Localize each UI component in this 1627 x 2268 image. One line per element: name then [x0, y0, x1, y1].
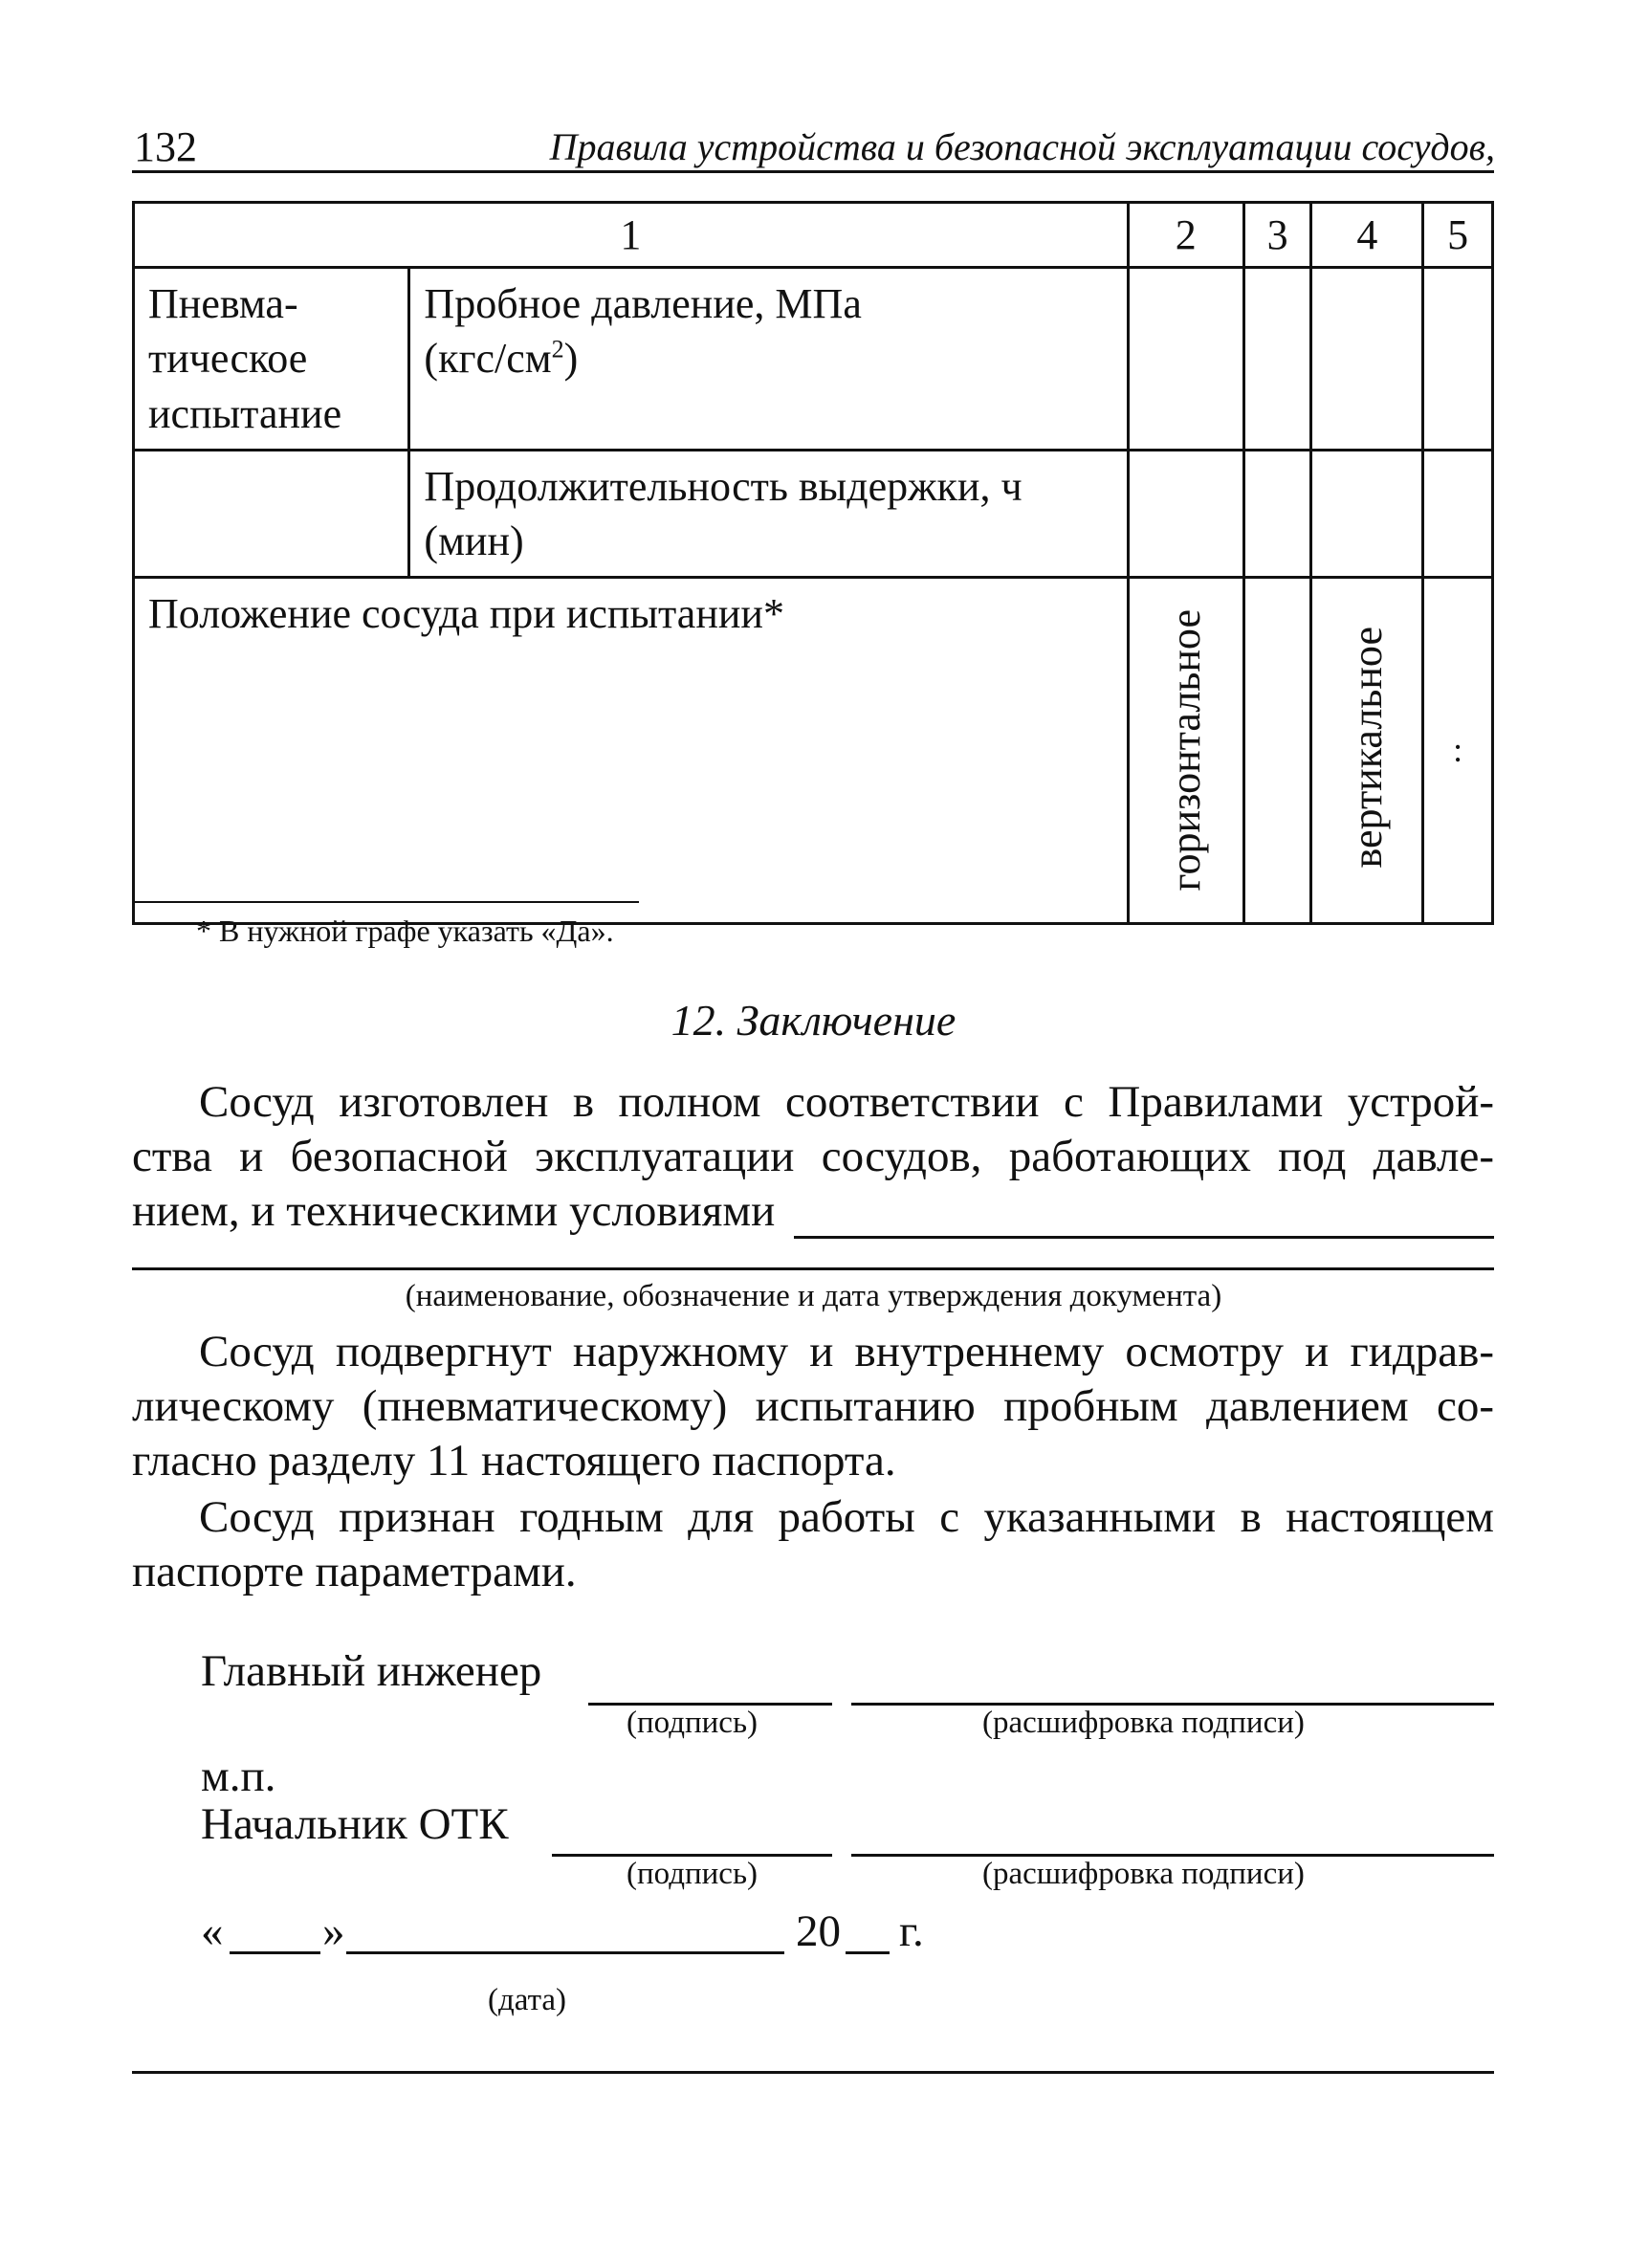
col-header-3: 3 — [1243, 203, 1311, 268]
hold-duration-label: Продолжительность выдержки, ч — [424, 462, 1022, 510]
p2-line3: гласно разделу 11 настоящего паспорта. — [132, 1436, 896, 1486]
table-header-row — [134, 203, 1493, 268]
pneumatic-label-line2: тическое — [148, 335, 308, 383]
signature-caption: (подпись) — [627, 1857, 758, 1891]
col-header-5: 5 — [1423, 203, 1493, 268]
p1-line1: Сосуд изготовлен в полном соответствии с Правилами устрой- — [199, 1077, 1494, 1127]
spec-fill-line[interactable] — [794, 1198, 1494, 1239]
date-month-line[interactable] — [346, 1951, 784, 1954]
conclusion-paragraph-3 — [132, 1490, 1494, 1599]
p1-line2: ства и безопасной эксплуатации сосудов, работающих под давле- — [132, 1132, 1494, 1181]
col-header-2: 2 — [1128, 203, 1243, 268]
date-close-quote: » — [322, 1906, 345, 1956]
page-number: 132 — [134, 123, 197, 170]
vessel-position-cell — [134, 578, 1129, 924]
stamp-label: м.п. — [201, 1751, 276, 1801]
vertical-cell — [1311, 578, 1423, 924]
section-title: 12. Заключение — [671, 996, 956, 1045]
year-suffix: г. — [899, 1906, 924, 1956]
decode-caption: (расшифровка подписи) — [982, 1706, 1305, 1740]
table-cell-empty — [134, 450, 409, 577]
spec-caption: (наименование, обозначение и дата утверждения документа) — [405, 1279, 1222, 1313]
table-cell-empty — [1311, 268, 1423, 451]
table-cell-empty — [1243, 578, 1311, 924]
date-day-line[interactable] — [230, 1951, 320, 1954]
horizontal-cell — [1128, 578, 1243, 924]
horizontal-label: горизонтальное — [1162, 609, 1210, 892]
col-header-1: 1 — [134, 203, 1129, 268]
test-pressure-label: Пробное давление, МПа — [424, 280, 862, 328]
col5-mark-cell — [1423, 578, 1493, 924]
col5-mark: : — [1453, 731, 1463, 770]
signature-caption: (подпись) — [627, 1706, 758, 1740]
date-year-line[interactable] — [846, 1951, 890, 1954]
table-cell-empty — [1423, 450, 1493, 577]
pneumatic-test-cell — [134, 268, 409, 451]
p2-line2: лическому (пневматическому) испытанию пробным давлением со- — [132, 1381, 1494, 1431]
table-cell-empty — [1128, 450, 1243, 577]
test-pressure-unit: $(кгс/см^2)$ — [424, 335, 579, 383]
qc-head-label: Начальник ОТК — [201, 1799, 509, 1849]
running-title: Правила устройства и безопасной эксплуатации сосудов, — [549, 125, 1495, 168]
table-cell-empty — [1311, 450, 1423, 577]
table-row — [134, 578, 1493, 924]
pneumatic-label-line3: испытание — [148, 389, 342, 437]
spec-fill-line-2[interactable] — [132, 1267, 1494, 1270]
table-cell-empty — [1423, 268, 1493, 451]
p3-line2: паспорте параметрами. — [132, 1547, 577, 1596]
p2-line1: Сосуд подвергнут наружному и внутреннему осмотру и гидрав- — [199, 1327, 1494, 1376]
p3-line1: Сосуд признан годным для работы с указанными в настоящем — [199, 1492, 1494, 1542]
conclusion-paragraph-1 — [132, 1075, 1494, 1239]
date-open-quote: « — [201, 1906, 224, 1956]
col-header-4: 4 — [1311, 203, 1423, 268]
chief-engineer-label: Главный инженер — [201, 1646, 542, 1696]
table-cell-empty — [1243, 268, 1311, 451]
vertical-label: вертикальное — [1343, 627, 1391, 869]
bottom-rule — [132, 2071, 1494, 2074]
hold-duration-cell — [409, 450, 1128, 577]
date-caption: (дата) — [488, 1983, 567, 2017]
p1-line3: нием, и техническими условиями — [132, 1184, 1494, 1239]
header-rule — [132, 170, 1494, 173]
footnote-rule — [132, 901, 639, 903]
table-cell-empty — [1243, 450, 1311, 577]
decode-caption: (расшифровка подписи) — [982, 1857, 1305, 1891]
footnote: * В нужной графе указать «Да». — [196, 914, 614, 948]
test-pressure-cell — [409, 268, 1128, 451]
test-table — [132, 201, 1494, 925]
table-row — [134, 268, 1493, 451]
pneumatic-label-line1: Пневма- — [148, 280, 298, 328]
year-prefix: 20 — [796, 1906, 841, 1956]
table-row — [134, 450, 1493, 577]
hold-duration-unit: (мин) — [424, 517, 524, 564]
conclusion-paragraph-2 — [132, 1325, 1494, 1488]
vessel-position-label: Положение сосуда при испытании* — [148, 590, 784, 638]
table-cell-empty — [1128, 268, 1243, 451]
